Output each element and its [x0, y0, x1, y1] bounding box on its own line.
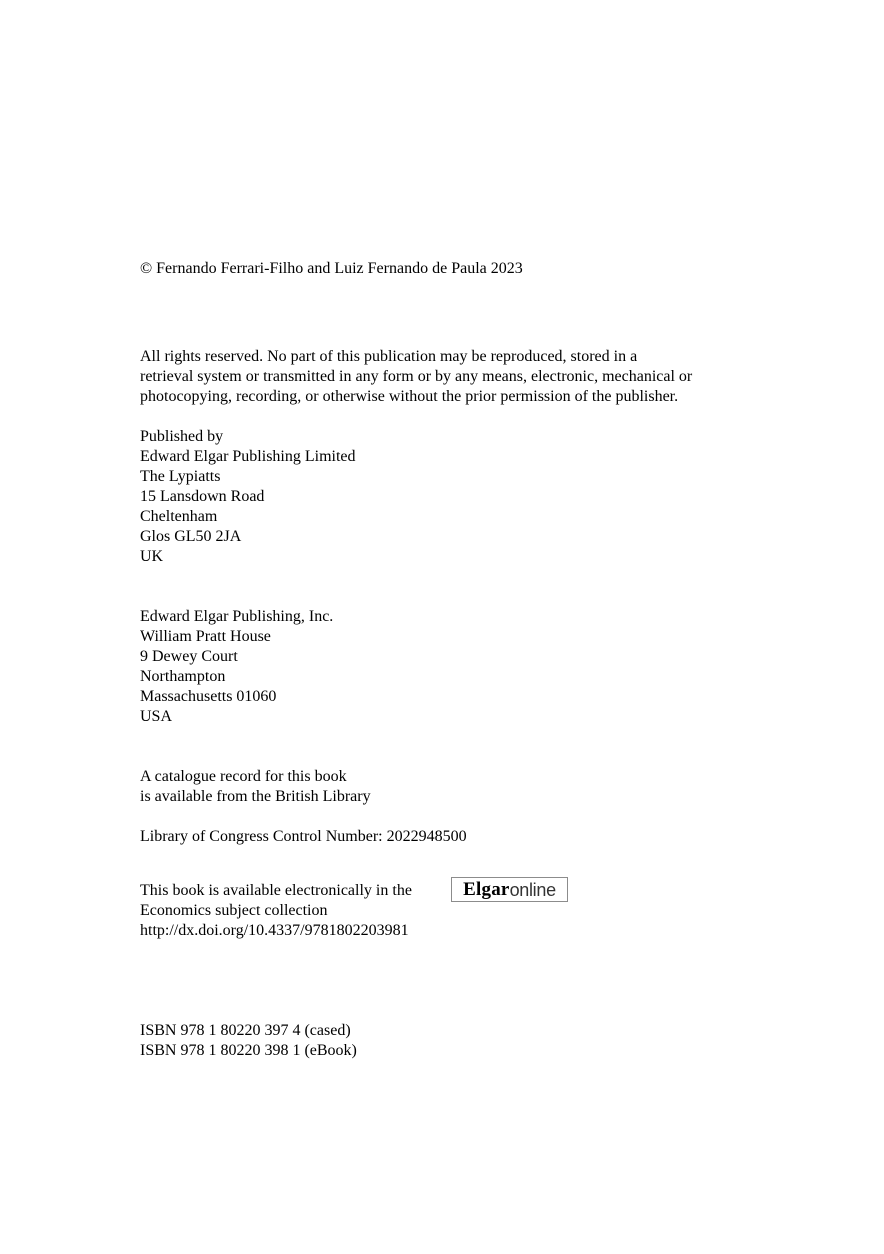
publisher-uk-line: UK — [140, 548, 164, 565]
publisher-uk-line: Cheltenham — [140, 508, 218, 525]
subject-collection: Economics subject collection — [140, 902, 328, 919]
publisher-us-line: William Pratt House — [140, 628, 271, 645]
catalogue-line: is available from the British Library — [140, 788, 371, 805]
elgaronline-logo — [451, 877, 568, 902]
rights-line: All rights reserved. No part of this publication may be reproduced, stored in a — [140, 348, 638, 365]
publisher-uk-line: Edward Elgar Publishing Limited — [140, 448, 356, 465]
publisher-uk-line: 15 Lansdown Road — [140, 488, 265, 505]
publisher-us-line: Northampton — [140, 668, 226, 685]
publisher-uk-line: Glos GL50 2JA — [140, 528, 242, 545]
electronic-intro: This book is available electronically in the — [140, 882, 412, 899]
loc-control-number: Library of Congress Control Number: 2022948500 — [140, 828, 467, 845]
logo-word-bold: Elgar — [463, 878, 510, 900]
publisher-uk-line: Published by — [140, 428, 224, 445]
publisher-us-line: USA — [140, 708, 173, 725]
publisher-us-line: 9 Dewey Court — [140, 648, 238, 665]
publisher-us-line: Edward Elgar Publishing, Inc. — [140, 608, 334, 625]
isbn-line: ISBN 978 1 80220 398 1 (eBook) — [140, 1042, 357, 1059]
isbn-line: ISBN 978 1 80220 397 4 (cased) — [140, 1022, 351, 1039]
publisher-us-line: Massachusetts 01060 — [140, 688, 277, 705]
logo-word-light: online — [509, 879, 556, 900]
doi-link[interactable]: http://dx.doi.org/10.4337/9781802203981 — [140, 922, 409, 939]
catalogue-line: A catalogue record for this book — [140, 768, 347, 785]
copyright-notice: © Fernando Ferrari-Filho and Luiz Fernando de Paula 2023 — [140, 260, 523, 277]
publisher-uk-line: The Lypiatts — [140, 468, 221, 485]
rights-line: retrieval system or transmitted in any form or by any means, electronic, mechanical or — [140, 368, 693, 385]
rights-line: photocopying, recording, or otherwise without the prior permission of the publisher. — [140, 388, 679, 405]
